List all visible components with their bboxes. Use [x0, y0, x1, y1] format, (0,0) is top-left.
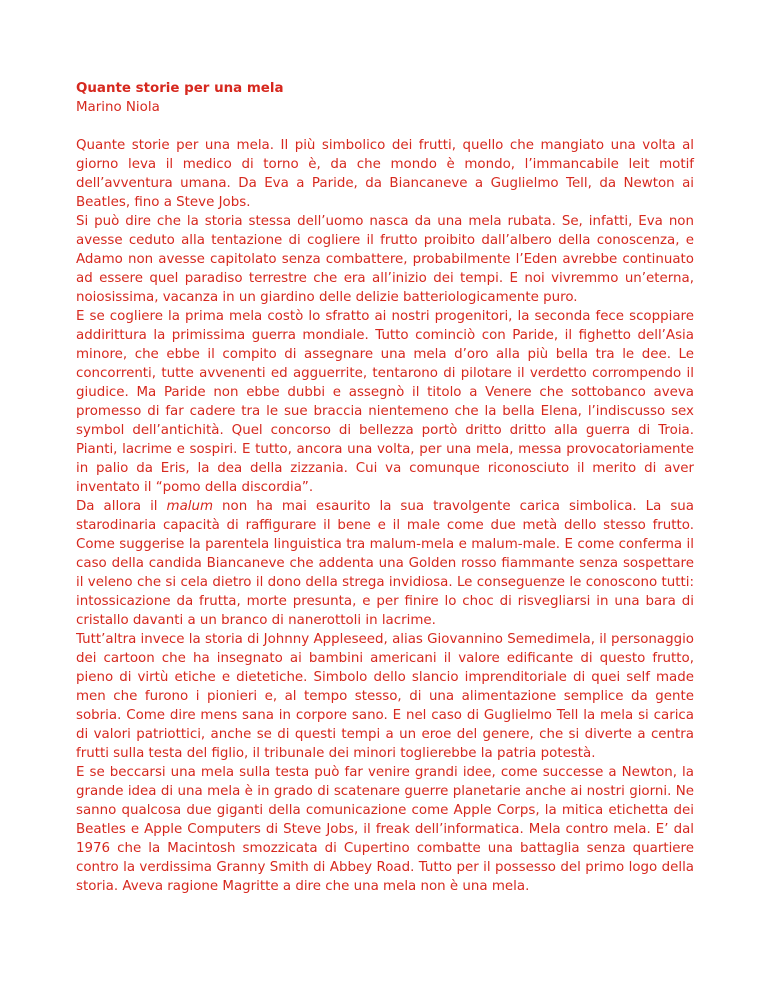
paragraph-4	[76, 497, 694, 630]
paragraph-5: Tutt’altra invece la storia di Johnny Appleseed, alias Giovannino Semedimela, il personaggio dei cartoon che ha insegnato ai bambini americani il valore edificante di questo frutto, pieno di virtù etiche e dietetiche. Simbolo dello slancio imprenditoriale di quei self made men che furono i pionieri e, al tempo stesso, di una alimentazione semplice da gente sobria. Come dire mens sana in corpore sano. E nel caso di Guglielmo Tell la mela si carica di valori patriottici, anche se di questi tempi a un eroe del genere, che si diverte a centra frutti sulla testa del figlio, il tribunale dei minori toglierebbe la patria potestà.	[76, 632, 694, 761]
paragraph-3: E se cogliere la prima mela costò lo sfratto ai nostri progenitori, la seconda fece scoppiare addirittura la primissima guerra mondiale. Tutto cominciò con Paride, il fighetto dell’Asia minore, che ebbe il compito di assegnare una mela d’oro alla più bella tra le dee. Le concorrenti, tutte avvenenti ed agguerrite, tentarono di pilotare il verdetto corrompendo il giudice. Ma Paride non ebbe dubbi e assegnò il titolo a Venere che sottobanco aveva promesso di far cadere tra le sue braccia nientemeno che la bella Elena, l’indiscusso sex symbol dell’antichità. Quel concorso di bellezza portò dritto dritto alla guerra di Troia. Pianti, lacrime e sospiri. E tutto, ancora una volta, per una mela, messa provocatoriamente in palio da Eris, la dea della zizzania. Cui va comunque riconosciuto il merito di aver inventato il “pomo della discordia”.	[76, 309, 694, 495]
article-author: Marino Niola	[76, 100, 160, 115]
paragraph-6: E se beccarsi una mela sulla testa può far venire grandi idee, come successe a Newton, la grande idea di una mela è in grado di scatenare guerre planetarie anche ai nostri giorni. Ne sanno qualcosa due giganti della comunicazione come Apple Corps, la mitica etichetta dei Beatles e Apple Computers di Steve Jobs, il freak dell’informatica. Mela contro mela. E’ dal 1976 che la Macintosh smozzicata di Cupertino combatte una battaglia senza quartiere contro la verdissima Granny Smith di Abbey Road. Tutto per il possesso del primo logo della storia. Aveva ragione Magritte a dire che una mela non è una mela.	[76, 765, 694, 894]
paragraph-4-rest: non ha mai esaurito la sua travolgente carica simbolica. La sua starodinaria capacità di raffigurare il bene e il male come due metà dello stesso frutto. Come suggerise la parentela linguistica tra malum-mela e malum-male. E come conferma il caso della candida Biancaneve che addenta una Golden rosso fiammante senza sospettare il veleno che si cela dietro il dono della strega invidiosa. Le conseguenze le conoscono tutti: intossicazione da frutta, morte presunta, e per finire lo choc di risvegliarsi in una bara di cristallo davanti a un branco di nanerottoli in lacrime.	[76, 499, 695, 628]
paragraph-1: Quante storie per una mela. Il più simbolico dei frutti, quello che mangiato una volta al giorno leva il medico di torno è, da che mondo è mondo, l’immancabile leit motif dell’avventura umana. Da Eva a Paride, da Biancaneve a Guglielmo Tell, da Newton ai Beatles, fino a Steve Jobs.	[76, 138, 694, 210]
document-page	[76, 79, 694, 896]
malum-emphasis: malum	[166, 499, 214, 514]
article-title: Quante storie per una mela	[76, 81, 284, 96]
paragraph-4-lead: Da allora il	[76, 499, 167, 514]
paragraph-2: Si può dire che la storia stessa dell’uomo nasca da una mela rubata. Se, infatti, Eva non avesse ceduto alla tentazione di cogliere il frutto proibito dall’albero della conoscenza, e Adamo non avesse capitolato senza combattere, probabilmente l’Eden avrebbe continuato ad essere quel paradiso terrestre che era all’inizio dei tempi. E noi vivremmo un’eterna, noiosissima, vacanza in un giardino delle delizie batteriologicamente puro.	[76, 214, 694, 305]
